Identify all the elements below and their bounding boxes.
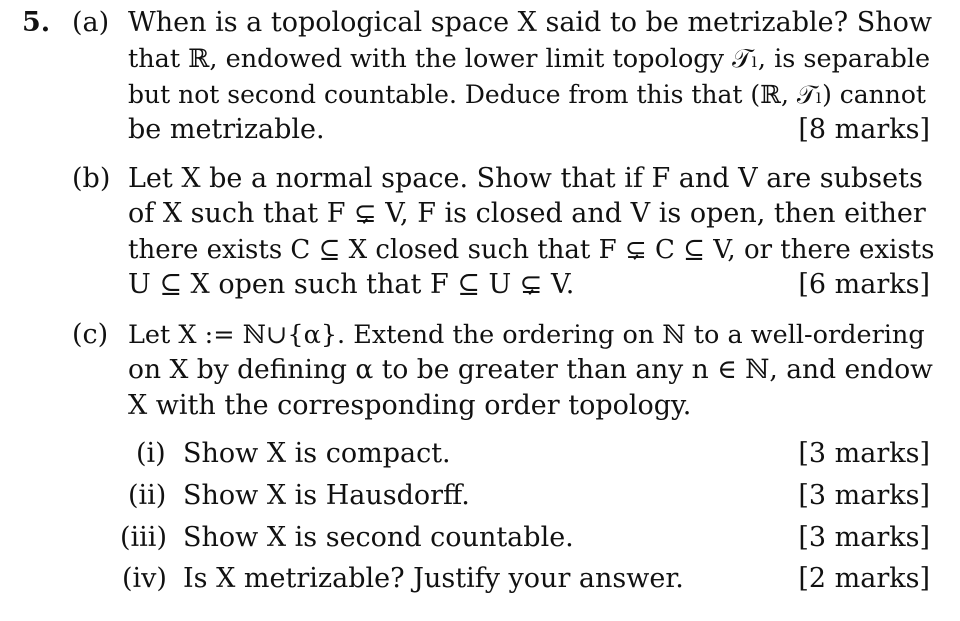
part-b-label: (b): [72, 163, 111, 194]
subpart-ii-text: Show X is Hausdorff.: [183, 480, 470, 511]
part-a-label: (a): [72, 7, 110, 38]
subpart-iii-marks: [3 marks]: [798, 522, 930, 553]
part-b-line-3: there exists C ⊆ X closed such that F ⊊ C ⊆ V, or there exists: [128, 235, 935, 265]
subpart-ii-marks: [3 marks]: [798, 480, 930, 511]
subpart-i-marks: [3 marks]: [798, 438, 930, 469]
subpart-i-text: Show X is compact.: [183, 438, 451, 469]
part-b-line-2: of X such that F ⊊ V, F is closed and V is open, then either: [128, 198, 926, 229]
part-a-line-4: be metrizable.: [128, 114, 325, 145]
part-c-label: (c): [72, 319, 109, 350]
subpart-ii-label: (ii): [128, 480, 167, 511]
part-b-marks: [6 marks]: [798, 269, 930, 300]
part-c-line-3: X with the corresponding order topology.: [128, 390, 692, 421]
subpart-iv-text: Is X metrizable? Justify your answer.: [183, 563, 684, 594]
subpart-i-label: (i): [136, 438, 166, 469]
part-a-line-1: When is a topological space X said to be metrizable? Show: [128, 7, 932, 38]
part-c-line-1: Let X := ℕ∪{α}. Extend the ordering on ℕ to a well-ordering: [128, 320, 925, 350]
subpart-iv-marks: [2 marks]: [798, 563, 930, 594]
subpart-iv-label: (iv): [122, 563, 167, 594]
part-a-line-3: but not second countable. Deduce from this that (ℝ, 𝒯ₗ) cannot: [128, 80, 926, 109]
part-c-line-2: on X by defining α to be greater than any n ∈ ℕ, and endow: [128, 354, 933, 385]
subpart-iii-text: Show X is second countable.: [183, 522, 574, 553]
question-number: 5.: [22, 7, 51, 38]
part-a-line-2: that ℝ, endowed with the lower limit topology 𝒯ₗ, is separable: [128, 44, 931, 74]
part-b-line-1: Let X be a normal space. Show that if F and V are subsets: [128, 163, 923, 194]
subpart-iii-label: (iii): [120, 522, 167, 553]
part-a-marks: [8 marks]: [798, 114, 930, 145]
part-b-line-4: U ⊆ X open such that F ⊆ U ⊊ V.: [128, 269, 575, 300]
